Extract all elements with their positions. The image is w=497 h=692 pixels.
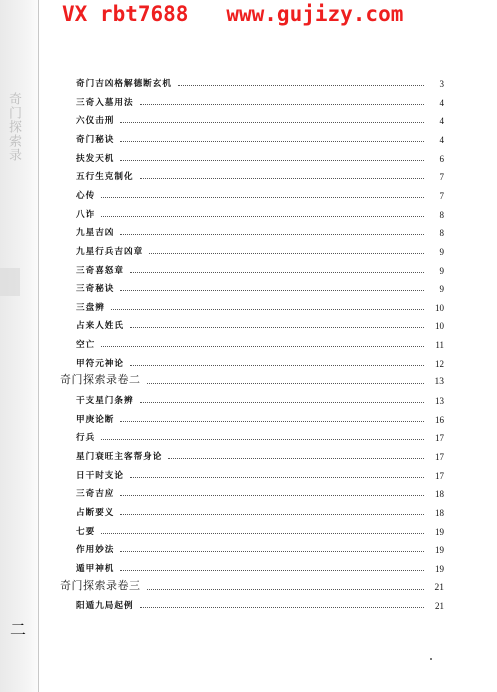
toc-entry-label: 占断要义 <box>76 507 115 518</box>
toc-entry[interactable] <box>76 537 444 555</box>
toc-entry-page: 17 <box>435 452 444 462</box>
toc-entry-page: 19 <box>435 545 444 556</box>
toc-leader-dots <box>111 308 424 310</box>
toc-entry[interactable] <box>76 239 444 257</box>
toc-entry[interactable] <box>76 444 444 462</box>
toc-entry[interactable] <box>76 425 444 443</box>
toc-entry[interactable] <box>76 295 444 313</box>
toc-chapter-heading[interactable] <box>60 575 444 593</box>
toc-entry-page: 18 <box>435 507 444 518</box>
spine-divider <box>38 0 39 692</box>
spine-smudge <box>0 268 20 296</box>
toc-entry[interactable] <box>76 463 444 481</box>
toc-entry[interactable] <box>76 556 444 574</box>
toc-entry-page: 13 <box>435 396 444 407</box>
toc-leader-dots <box>101 215 424 217</box>
toc-entry-label: 九星行兵吉凶章 <box>76 246 144 257</box>
toc-leader-dots <box>101 438 424 440</box>
toc-entry[interactable] <box>76 500 444 518</box>
toc-entry-label: 八诈 <box>76 209 96 220</box>
toc-entry-page: 21 <box>435 601 444 612</box>
toc-entry-label: 三奇喜怒章 <box>76 265 124 276</box>
toc-entry-label: 三奇吉应 <box>76 489 115 500</box>
toc-entry-page: 8 <box>439 228 444 239</box>
toc-entry[interactable] <box>76 183 444 201</box>
toc-leader-dots <box>178 84 424 86</box>
toc-entry-page: 11 <box>435 340 444 351</box>
toc-entry-label: 作用妙法 <box>76 545 115 556</box>
toc-leader-dots <box>140 401 424 403</box>
toc-leader-dots <box>120 420 424 422</box>
spine-title: 奇门探索录 <box>6 92 21 162</box>
toc-entry-page: 9 <box>439 265 444 276</box>
toc-entry-label: 三盘辨 <box>76 302 105 313</box>
toc-entry-page: 17 <box>435 470 444 481</box>
toc-entry-label: 甲庚论断 <box>76 414 115 425</box>
toc-leader-dots <box>120 233 424 235</box>
toc-entry[interactable] <box>76 388 444 406</box>
toc-entry-label: 六仪击刑 <box>76 116 115 127</box>
toc-entry-label: 阳遁九局起例 <box>76 601 134 612</box>
toc-entry[interactable] <box>76 313 444 331</box>
toc-entry-label: 五行生克制化 <box>76 172 134 183</box>
toc-leader-dots <box>120 140 424 142</box>
toc-entry-label: 七要 <box>76 526 96 537</box>
toc-entry-page: 17 <box>435 433 444 444</box>
toc-entry-page: 4 <box>439 134 444 145</box>
toc-leader-dots <box>168 457 424 459</box>
toc-entry-page: 9 <box>439 246 444 257</box>
toc-entry[interactable] <box>76 127 444 145</box>
toc-entry[interactable] <box>76 71 444 89</box>
toc-entry-page: 13 <box>434 377 444 388</box>
toc-leader-dots <box>120 569 424 571</box>
toc-entry-page: 3 <box>439 79 444 89</box>
toc-entry-page: 19 <box>435 526 444 537</box>
toc-entry-label: 奇门秘诀 <box>76 134 115 145</box>
toc-entry[interactable] <box>76 258 444 276</box>
toc-entry-page: 4 <box>439 97 444 108</box>
toc-entry-label: 空亡 <box>76 340 96 351</box>
toc-entry-label: 星门衰旺主客帮身论 <box>76 452 163 462</box>
toc-entry[interactable] <box>76 332 444 350</box>
toc-entry[interactable] <box>76 481 444 499</box>
toc-leader-dots <box>120 550 424 552</box>
toc-leader-dots <box>149 252 424 254</box>
toc-leader-dots <box>140 103 424 105</box>
scan-speck <box>430 658 432 660</box>
toc-leader-dots <box>101 345 424 347</box>
toc-leader-dots <box>130 364 424 366</box>
toc-leader-dots <box>120 513 424 515</box>
toc-entry[interactable] <box>76 351 444 369</box>
toc-entry-page: 10 <box>435 302 444 313</box>
toc-entry[interactable] <box>76 519 444 537</box>
toc-entry[interactable] <box>76 220 444 238</box>
toc-leader-dots <box>120 159 424 161</box>
toc-entry-label: 甲符元神论 <box>76 358 124 369</box>
toc-leader-dots <box>120 494 424 496</box>
toc-leader-dots <box>130 271 424 273</box>
toc-entry[interactable] <box>76 90 444 108</box>
toc-leader-dots <box>130 476 424 478</box>
toc-entry-page: 21 <box>434 582 444 593</box>
toc-entry-page: 16 <box>435 414 444 425</box>
toc-leader-dots <box>147 382 425 384</box>
toc-entry[interactable] <box>76 276 444 294</box>
watermark-text: VX rbt7688 www.gujizy.com <box>62 2 404 26</box>
toc-entry-label: 干支星门条辨 <box>76 396 134 407</box>
toc-entry[interactable] <box>76 407 444 425</box>
toc-entry-label: 行兵 <box>76 433 96 444</box>
toc-leader-dots <box>120 289 424 291</box>
toc-entry-label: 九星吉凶 <box>76 228 115 239</box>
toc-leader-dots <box>140 177 424 179</box>
toc-entry-page: 6 <box>439 153 444 164</box>
toc-entry-page: 8 <box>439 209 444 220</box>
page-number: 二 <box>10 620 27 639</box>
toc-entry-label: 扶发天机 <box>76 153 115 164</box>
toc-entry-label: 奇门探索录卷二 <box>60 373 141 387</box>
toc-entry-label: 占来人姓氏 <box>76 321 124 332</box>
toc-entry-page: 7 <box>439 172 444 183</box>
toc-leader-dots <box>140 606 424 608</box>
toc-entry-label: 奇门探索录卷三 <box>60 578 141 592</box>
toc-entry-page: 7 <box>439 190 444 201</box>
toc-leader-dots <box>120 121 424 123</box>
toc-entry-label: 三奇入墓用法 <box>76 97 134 108</box>
toc-entry-label: 日干时支论 <box>76 470 124 481</box>
toc-entry-page: 19 <box>435 563 444 574</box>
toc-entry-page: 10 <box>435 321 444 332</box>
toc-entry-page: 9 <box>439 284 444 295</box>
toc-entry-page: 4 <box>439 116 444 127</box>
toc-entry[interactable] <box>76 108 444 126</box>
toc-entry-page: 18 <box>435 489 444 500</box>
toc-entry-page: 12 <box>435 358 444 369</box>
toc-entry-label: 心传 <box>76 190 96 201</box>
toc-entry[interactable] <box>76 202 444 220</box>
toc-entry-label: 三奇秘诀 <box>76 284 115 295</box>
toc-leader-dots <box>130 326 424 328</box>
toc-entry-label: 奇门吉凶格解德断玄机 <box>76 79 172 89</box>
toc-entry-label: 遁甲神机 <box>76 563 115 574</box>
toc-entry[interactable] <box>76 164 444 182</box>
toc-leader-dots <box>147 588 425 590</box>
toc-entry[interactable] <box>76 593 444 611</box>
toc-entry[interactable] <box>76 146 444 164</box>
toc-leader-dots <box>101 532 424 534</box>
toc-chapter-heading[interactable] <box>60 369 444 387</box>
toc-leader-dots <box>101 196 424 198</box>
